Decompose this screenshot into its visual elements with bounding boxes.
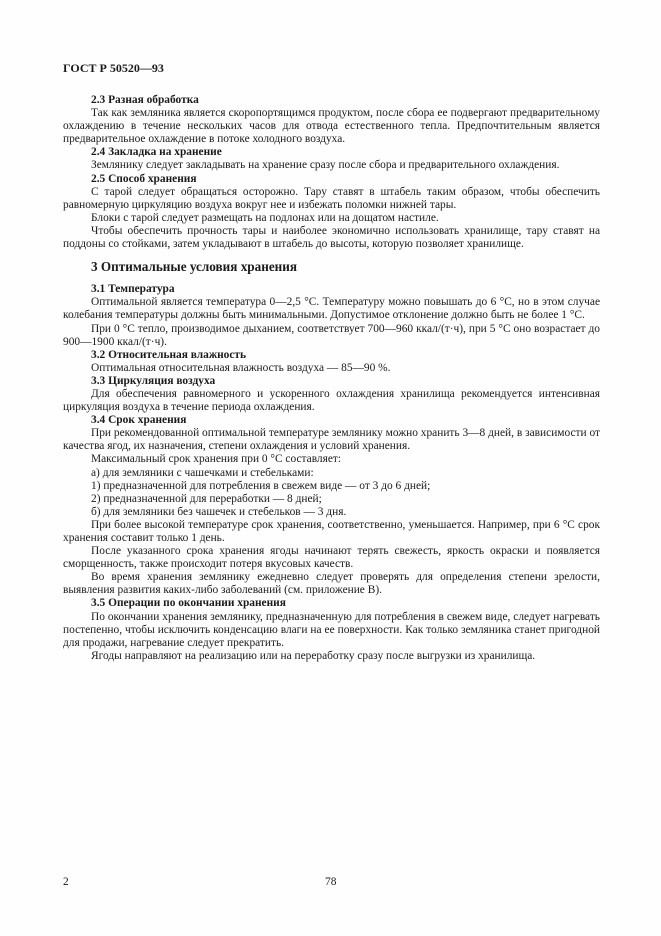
paragraph: После указанного срока хранения ягоды начинают терять свежесть, яркость окраски и появляется сморщенность, также происходит потеря вкусовых качеств. bbox=[63, 545, 600, 571]
document-header: ГОСТ Р 50520—93 bbox=[63, 61, 164, 75]
list-item: б) для земляники без чашечек и стебельков — 3 дня. bbox=[91, 505, 347, 518]
paragraph: Во время хранения землянику ежедневно следует проверять для определения степени зрелости, выявления развития каких-либо заболеваний (см. приложение В). bbox=[63, 571, 600, 597]
subsection-heading: 3.2 Относительная влажность bbox=[91, 348, 247, 361]
subsection-heading: 2.3 Разная обработка bbox=[91, 94, 199, 106]
subsection-heading: 2.4 Закладка на хранение bbox=[91, 146, 222, 159]
paragraph: Ягоды направляют на реализацию или на переработку сразу после выгрузки из хранилища. bbox=[91, 649, 536, 662]
paragraph: Максимальный срок хранения при 0 °С составляет: bbox=[91, 453, 342, 466]
subsection-heading: 3.4 Срок хранения bbox=[91, 414, 187, 427]
subsection-heading: 3.1 Температура bbox=[91, 283, 175, 296]
paragraph: Так как земляника является скоропортящимся продуктом, после сбора ее подвергают предварительному охлаждению в течение нескольких часов для отвода естественного тепла. Предпочтительным является предварительное охлаждение в потоке холодного воздуха. bbox=[63, 107, 600, 146]
paragraph: Блоки с тарой следует размещать на подлонах или на дощатом настиле. bbox=[91, 211, 439, 224]
paragraph: Для обеспечения равномерного и ускоренного охлаждения хранилища рекомендуется интенсивная циркуляция воздуха в течение периода охлаждения. bbox=[63, 387, 600, 414]
paragraph: При более высокой температуре срок хранения, соответственно, уменьшается. Например, при 6 °С срок хранения составит только 1 день. bbox=[63, 518, 600, 544]
page-number: 2 bbox=[63, 876, 69, 888]
paragraph: При 0 °С тепло, производимое дыханием, соответствует 700—960 ккал/(т·ч), при 5 °С оно возрастает до 900—1900 ккал/(т·ч). bbox=[63, 322, 600, 348]
list-item: 2) предназначенной для переработки — 8 дней; bbox=[91, 492, 322, 505]
subsection-heading: 3.5 Операции по окончании хранения bbox=[91, 597, 286, 610]
list-item: а) для земляники с чашечками и стебельками: bbox=[91, 466, 314, 479]
paragraph: С тарой следует обращаться осторожно. Тару ставят в штабель таким образом, чтобы обеспечить равномерную циркуляцию воздуха вокруг нее и избежать поломки нижней тары. bbox=[63, 185, 600, 211]
subsection-heading: 3.3 Циркуляция воздуха bbox=[91, 374, 216, 387]
paragraph: Оптимальной является температура 0—2,5 °С. Температуру можно повышать до 6 °С, но в этом случае колебания температуры должны быть минимальными. Допустимое отклонение должно быть не более 1 °С. bbox=[63, 296, 600, 322]
list-item: 1) предназначенной для потребления в свежем виде — от 3 до 6 дней; bbox=[91, 479, 431, 492]
sheet-number: 78 bbox=[325, 876, 337, 888]
section-heading: 3 Оптимальные условия хранения bbox=[91, 259, 298, 275]
subsection-heading: 2.5 Способ хранения bbox=[91, 172, 197, 185]
paragraph: Оптимальная относительная влажность воздуха — 85—90 %. bbox=[91, 361, 391, 374]
paragraph: Землянику следует закладывать на хранение сразу после сбора и предварительного охлаждения. bbox=[91, 159, 560, 172]
paragraph: Чтобы обеспечить прочность тары и наиболее экономично использовать хранилище, тару ставят на поддоны со стойками, затем укладывают в штабель до высоты, которую позволяет хранилище. bbox=[63, 224, 600, 251]
document-body bbox=[63, 94, 600, 663]
paragraph: По окончании хранения землянику, предназначенную для потребления в свежем виде, следует нагревать постепенно, чтобы исключить конденсацию влаги на ее поверхности. Как только земляника станет пригодной для продажи, нагревание следует прекратить. bbox=[63, 610, 600, 649]
paragraph: При рекомендованной оптимальной температуре землянику можно хранить 3—8 дней, в зависимости от качества ягод, их назначения, степени охлаждения и условий хранения. bbox=[63, 427, 600, 453]
